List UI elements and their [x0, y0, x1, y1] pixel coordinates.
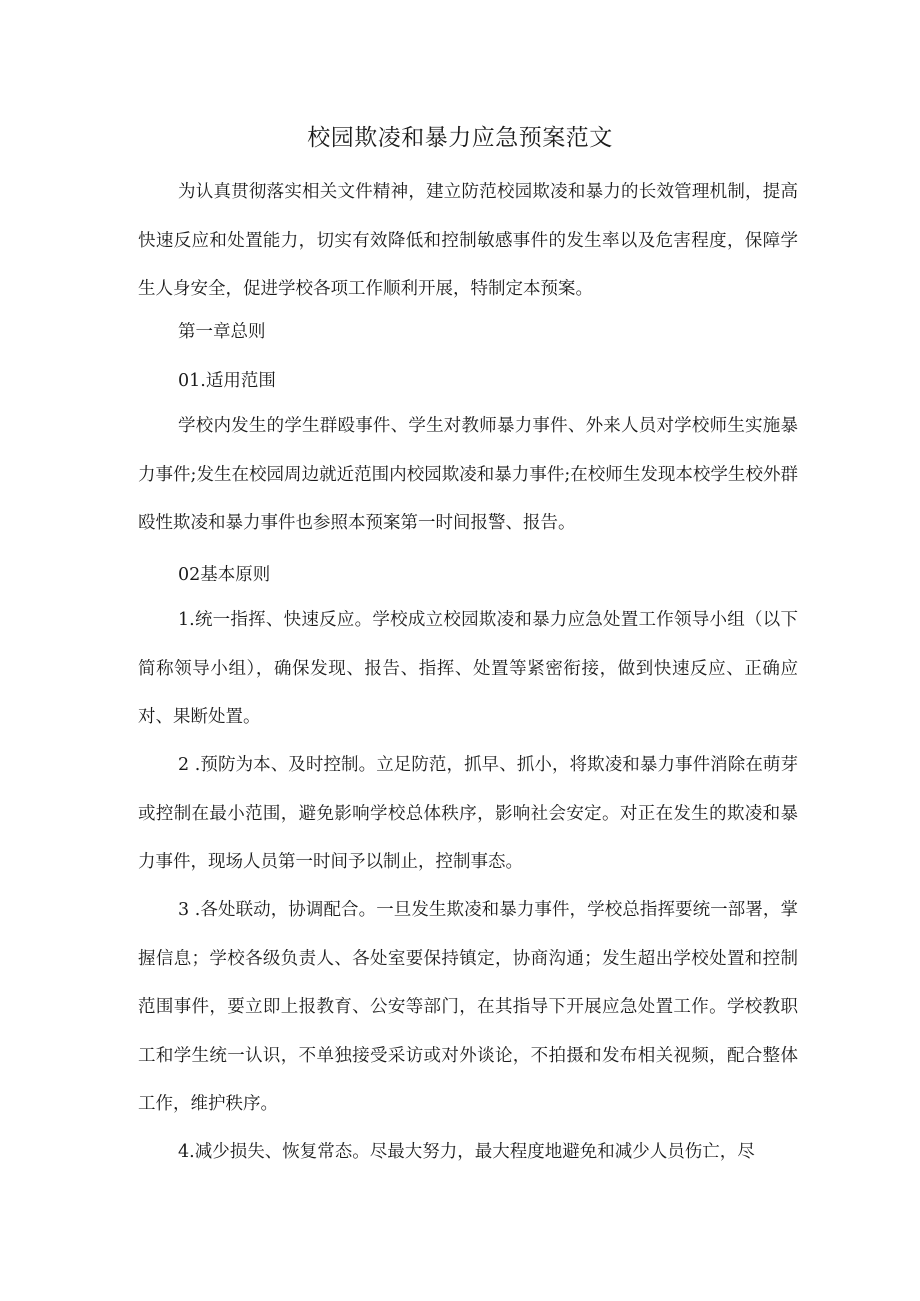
principle-paragraph-3: 3 .各处联动，协调配合。一旦发生欺凌和暴力事件，学校总指挥要统一部署，掌握信息；学校各级负责人、各处室要保持镇定，协商沟通；发生超出学校处置和控制范围事件，要立即上报教育、公安等部门，在其指导下开展应急处置工作。学校教职工和学生统一认识，不单独接受采访或对外谈论，不拍摄和发布相关视频，配合整体工作，维护秩序。 [138, 900, 798, 1114]
scope-paragraph: 学校内发生的学生群殴事件、学生对教师暴力事件、外来人员对学校师生实施暴力事件;发生在校园周边就近范围内校园欺凌和暴力事件;在校师生发现本校学生校外群殴性欺凌和暴力事件也参照本预案第一时间报警、报告。 [138, 416, 798, 533]
principle-paragraph-1: 1.统一指挥、快速反应。学校成立校园欺凌和暴力应急处置工作领导小组（以下简称领导小组），确保发现、报告、指挥、处置等紧密衔接，做到快速反应、正确应对、果断处置。 [138, 610, 798, 727]
section-heading-principles: 02基本原则 [178, 565, 271, 585]
chapter-heading: 第一章总则 [178, 322, 266, 342]
intro-paragraph: 为认真贯彻落实相关文件精神，建立防范校园欺凌和暴力的长效管理机制，提高快速反应和处置能力，切实有效降低和控制敏感事件的发生率以及危害程度，保障学生人身安全，促进学校各项工作顺利开展，特制定本预案。 [138, 182, 798, 299]
document-title: 校园欺凌和暴力应急预案范文 [307, 125, 613, 151]
section-heading-scope: 01.适用范围 [178, 371, 276, 391]
principle-paragraph-2: 2 .预防为本、及时控制。立足防范，抓早、抓小，将欺凌和暴力事件消除在萌芽或控制在最小范围，避免影响学校总体秩序，影响社会安定。对正在发生的欺凌和暴力事件，现场人员第一时间予以制止，控制事态。 [138, 755, 798, 872]
principle-paragraph-4: 4.减少损失、恢复常态。尽最大努力，最大程度地避免和减少人员伤亡，尽 [178, 1142, 755, 1162]
